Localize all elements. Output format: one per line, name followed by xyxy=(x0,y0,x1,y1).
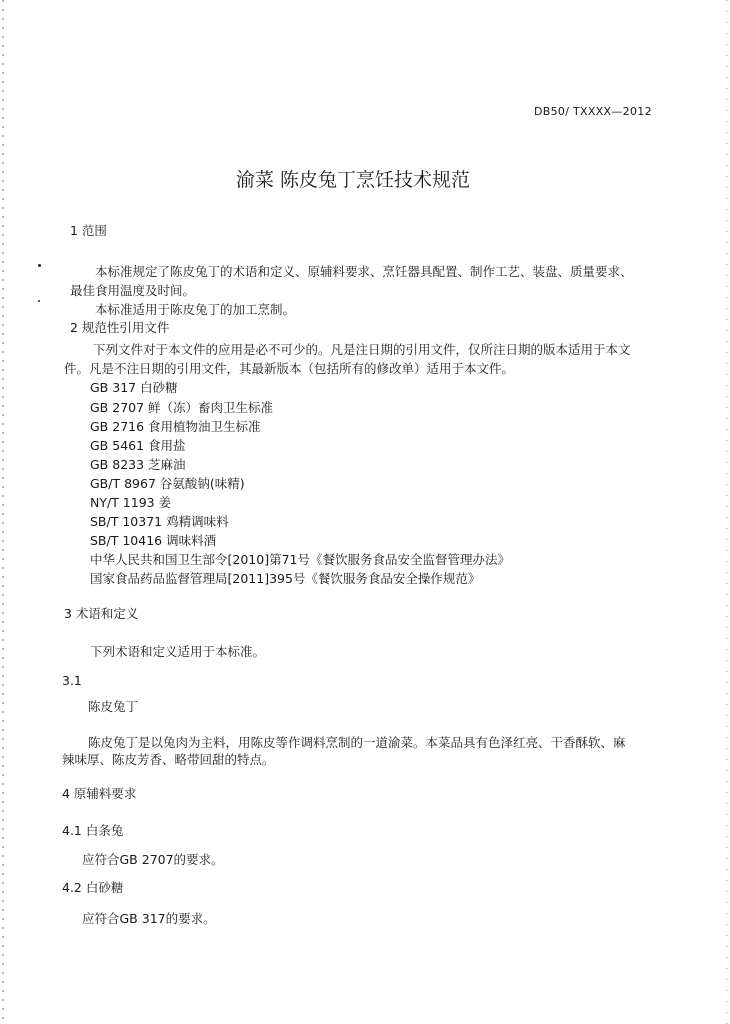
term-name: 陈皮兔丁 xyxy=(88,699,139,714)
section-2-heading: 2 规范性引用文件 xyxy=(70,320,170,335)
reference-item: GB 317 白砂糖 xyxy=(90,380,178,395)
scan-speck xyxy=(38,300,40,302)
term-definition-line: 辣味厚、陈皮芳香、略带回甜的特点。 xyxy=(62,752,275,767)
standard-code: DB50/ TXXXX—2012 xyxy=(534,105,652,118)
scope-paragraph-line: 本标准规定了陈皮兔丁的术语和定义、原辅料要求、烹饪器具配置、制作工艺、装盘、质量要求、 xyxy=(95,264,633,279)
terms-intro: 下列术语和定义适用于本标准。 xyxy=(90,644,266,659)
reference-item: GB/T 8967 谷氨酸钠(味精) xyxy=(90,476,245,491)
reference-item: GB 8233 芝麻油 xyxy=(90,457,186,472)
scan-speck xyxy=(38,264,41,267)
reference-item: SB/T 10416 调味料酒 xyxy=(90,533,217,548)
scan-edge-right xyxy=(726,0,728,1024)
scope-applicability: 本标准适用于陈皮兔丁的加工烹制。 xyxy=(95,302,296,317)
section-1-heading: 1 范围 xyxy=(70,223,107,238)
document-title: 渝菜 陈皮兔丁烹饪技术规范 xyxy=(236,169,471,191)
term-definition-line: 陈皮兔丁是以兔肉为主料，用陈皮等作调料烹制的一道渝菜。本菜品具有色泽红亮、干香酥软、麻 xyxy=(88,735,626,750)
references-intro-line: 件。凡是不注日期的引用文件，其最新版本（包括所有的修改单）适用于本文件。 xyxy=(64,361,515,376)
scan-edge-left xyxy=(2,0,4,1024)
reference-item: NY/T 1193 姜 xyxy=(90,495,172,510)
clause-number: 3.1 xyxy=(62,673,82,688)
clause-4-2-heading: 4.2 白砂糖 xyxy=(62,880,124,895)
clause-4-1-text: 应符合GB 2707的要求。 xyxy=(82,852,224,867)
reference-item: 国家食品药品监督管理局[2011]395号《餐饮服务食品安全操作规范》 xyxy=(90,571,481,586)
reference-item: SB/T 10371 鸡精调味料 xyxy=(90,514,229,529)
references-intro-line: 下列文件对于本文件的应用是必不可少的。凡是注日期的引用文件，仅所注日期的版本适用于本文 xyxy=(93,342,631,357)
reference-item: GB 5461 食用盐 xyxy=(90,438,186,453)
reference-item: 中华人民共和国卫生部令[2010]第71号《餐饮服务食品安全监督管理办法》 xyxy=(90,552,510,567)
reference-item: GB 2707 鲜（冻）畜肉卫生标准 xyxy=(90,400,274,415)
scope-paragraph-line: 最佳食用温度及时间。 xyxy=(70,283,196,298)
section-3-heading: 3 术语和定义 xyxy=(64,606,139,621)
clause-4-2-text: 应符合GB 317的要求。 xyxy=(82,911,216,926)
reference-item: GB 2716 食用植物油卫生标准 xyxy=(90,419,261,434)
clause-4-1-heading: 4.1 白条兔 xyxy=(62,823,124,838)
section-4-heading: 4 原辅料要求 xyxy=(62,786,137,801)
